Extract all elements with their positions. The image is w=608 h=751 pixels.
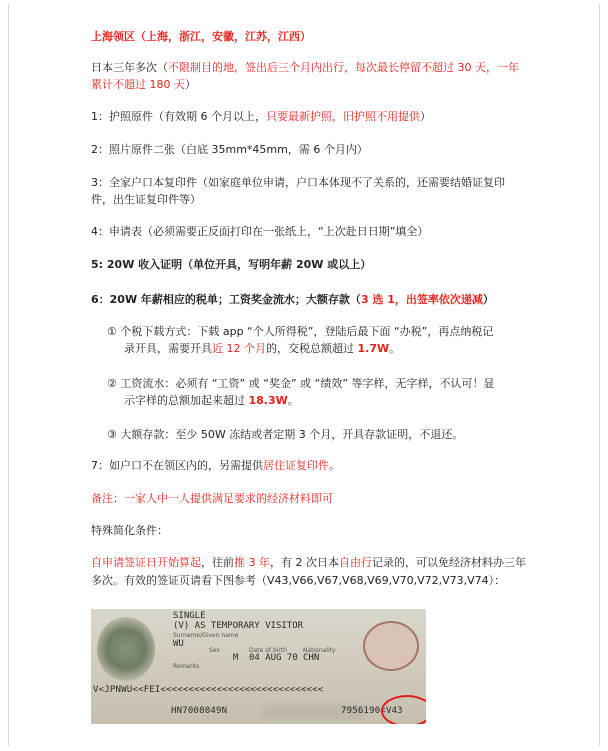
visa-nationality: CHN: [303, 653, 320, 663]
requirement-hukou: 3：全家户口本复印件（如家庭单位申请，户口本体现不了关系的，还需要结婚证复印: [91, 176, 505, 189]
visa-name-label: Surname/Given name: [173, 632, 239, 639]
option-tax-line-1: ① 个税下载方式：下载 app “个人所得税”，登陆后最下面 “办税”，再点纳税记: [107, 325, 494, 338]
visa-dob-label: Date of birth: [249, 647, 288, 654]
visa-seal-icon: [363, 621, 419, 671]
visa-dob: 04 AUG 70: [249, 653, 298, 663]
visa-nationality-label: Nationality: [303, 647, 336, 654]
requirement-income: 5: 20W 收入证明（单位开具，写明年薪 20W 或以上）: [91, 258, 372, 271]
option-tax-line-2: 录开具，需要开具近 12 个月的，交税总额超过 1.7W。: [124, 342, 401, 355]
requirement-hukou-2: 件，出生证复印件等）: [91, 193, 201, 206]
visa-mrz-line-1: V<JPNWU<<FEI<<<<<<<<<<<<<<<<<<<<<<<<<<<<<: [93, 685, 324, 695]
intro-line-2: 累计不超过 180 天）: [91, 78, 196, 91]
requirement-photo: 2：照片原件二张（白底 35mm*45mm，需 6 个月内）: [91, 143, 368, 156]
visa-name: WU: [173, 639, 184, 649]
requirement-financial: 6：20W 年薪相应的税单；工资奖金流水；大额存款（3 选 1，出签率依次递减）: [91, 293, 494, 306]
requirement-residence: 7：如户口不在领区内的，另需提供居住证复印件。: [91, 459, 340, 472]
visa-sex: M: [233, 653, 239, 663]
visa-mrz-line-2b: 7956190<V43: [341, 706, 403, 716]
note-line: 备注：一家人中一人提供满足要求的经济材料即可: [91, 492, 333, 505]
consulate-heading: 上海领区（上海，浙江，安徽，江苏，江西）: [91, 30, 311, 43]
requirement-application-form: 4：申请表（必须需要正反面打印在一张纸上，“上次赴日日期”填全）: [91, 225, 429, 238]
option-salary-line-1: ② 工资流水：必须有 “工资” 或 “奖金” 或 “绩效” 等字样，无字样，不认可！显: [107, 377, 495, 390]
requirement-passport: 1：护照原件（有效期 6 个月以上，只要最新护照，旧护照不用提供）: [91, 110, 431, 123]
special-line-1: 自申请签证日开始算起，往前推 3 年，有 2 次日本自由行记录的，可以免经济材料办三年: [91, 556, 526, 569]
intro-line: 日本三年多次（不限制目的地，签出后三个月内出行，每次最长停留不超过 30 天，一年: [91, 61, 519, 74]
option-salary-line-2: 示字样的总额加起来超过 18.3W。: [124, 394, 299, 407]
visa-type: (V) AS TEMPORARY VISITOR: [173, 621, 304, 631]
visa-sex-label: Sex: [209, 647, 220, 654]
v43-highlight-circle: [381, 695, 426, 724]
option-deposit: ③ 大额存款：至少 50W 冻结或者定期 3 个月，开具存款证明，不退还。: [107, 428, 464, 441]
visa-emblem-icon: [97, 617, 155, 681]
visa-remarks-label: Remarks: [173, 663, 200, 670]
special-line-2: 多次。有效的签证页请看下图参考（V43,V66,V67,V68,V69,V70,V72,V73,V74）：: [91, 574, 506, 587]
visa-mrz-line-2a: HN7008049N: [171, 706, 228, 716]
visa-sample-photo: [91, 609, 426, 724]
special-title: 特殊简化条件：: [91, 524, 168, 537]
visa-entry: SINGLE: [173, 611, 206, 621]
